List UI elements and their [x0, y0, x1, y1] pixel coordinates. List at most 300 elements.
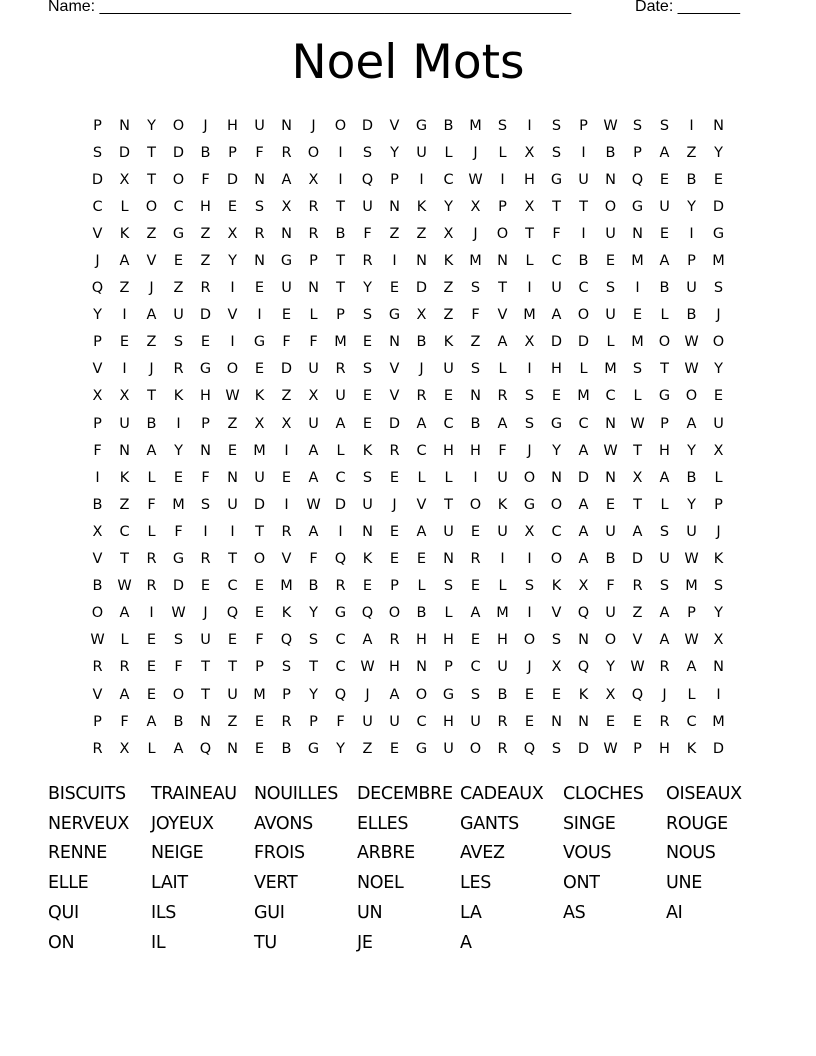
grid-cell: E [227, 198, 238, 215]
grid-cell: X [605, 686, 616, 703]
grid-cell: X [443, 225, 454, 242]
grid-cell: I [716, 686, 721, 703]
grid-cell: Q [280, 632, 293, 649]
grid-cell: T [660, 361, 669, 378]
grid-cell: Z [119, 496, 130, 513]
grid-cell: P [633, 144, 642, 161]
grid-cell: Y [714, 144, 723, 161]
grid-cell: T [147, 171, 156, 188]
grid-cell: G [550, 415, 563, 432]
grid-cell: S [659, 117, 670, 134]
grid-cell: T [525, 225, 534, 242]
grid-cell: V [416, 496, 427, 513]
grid-cell: P [309, 713, 318, 730]
grid-cell: Q [361, 171, 374, 188]
grid-cell: A [578, 551, 589, 568]
grid-cell: I [581, 144, 586, 161]
grid-cell: Y [309, 605, 318, 622]
grid-cell: R [119, 659, 130, 676]
grid-cell: F [282, 334, 291, 351]
word-list-item: TRAINEAU [151, 783, 237, 804]
grid-cell: E [713, 171, 724, 188]
word-list-item: AVONS [254, 813, 313, 834]
grid-cell: H [443, 442, 454, 459]
grid-cell: G [550, 171, 563, 188]
grid-cell: C [686, 713, 697, 730]
grid-cell: E [659, 225, 670, 242]
grid-cell: X [524, 523, 535, 540]
word-list-item: JE [357, 932, 373, 953]
grid-cell: F [363, 225, 372, 242]
grid-cell: V [389, 361, 400, 378]
grid-cell: Q [577, 605, 590, 622]
grid-cell: D [631, 551, 644, 568]
grid-cell: B [443, 117, 454, 134]
grid-cell: I [419, 171, 424, 188]
grid-cell: L [606, 334, 615, 351]
grid-cell: U [659, 551, 670, 568]
grid-cell: K [362, 551, 373, 568]
grid-cell: I [230, 280, 235, 297]
grid-cell: W [90, 632, 105, 649]
grid-cell: B [416, 605, 427, 622]
grid-cell: J [149, 361, 154, 378]
grid-cell: A [659, 632, 670, 649]
grid-cell: Y [687, 442, 696, 459]
grid-cell: W [603, 117, 618, 134]
grid-cell: J [662, 686, 667, 703]
grid-cell: Y [687, 198, 696, 215]
grid-cell: N [416, 253, 427, 270]
grid-cell: B [686, 307, 697, 324]
grid-cell: G [658, 388, 671, 405]
grid-cell: N [497, 253, 508, 270]
grid-cell: R [92, 740, 103, 757]
grid-cell: C [551, 253, 562, 270]
grid-cell: H [497, 632, 508, 649]
grid-cell: U [659, 198, 670, 215]
grid-cell: L [633, 388, 642, 405]
grid-cell: U [227, 686, 238, 703]
grid-cell: I [230, 523, 235, 540]
grid-cell: P [93, 117, 102, 134]
grid-cell: C [443, 415, 454, 432]
grid-cell: M [253, 442, 266, 459]
grid-cell: E [524, 686, 535, 703]
grid-cell: F [201, 171, 210, 188]
grid-cell: F [174, 523, 183, 540]
grid-cell: Q [631, 171, 644, 188]
word-list-item: NOUILLES [254, 783, 339, 804]
grid-cell: S [551, 632, 562, 649]
grid-cell: O [577, 307, 590, 324]
grid-cell: N [362, 523, 373, 540]
grid-cell: E [551, 388, 562, 405]
grid-cell: S [470, 686, 481, 703]
grid-cell: Z [146, 334, 157, 351]
grid-cell: R [470, 551, 481, 568]
grid-cell: Q [91, 280, 104, 297]
grid-cell: H [200, 198, 211, 215]
grid-cell: S [524, 415, 535, 432]
grid-cell: J [365, 686, 370, 703]
grid-cell: M [469, 253, 482, 270]
grid-cell: O [172, 117, 185, 134]
word-list-item: AS [563, 903, 586, 924]
grid-cell: T [255, 523, 264, 540]
grid-cell: V [146, 253, 157, 270]
grid-cell: S [281, 659, 292, 676]
grid-cell: U [200, 632, 211, 649]
grid-cell: S [632, 117, 643, 134]
grid-cell: L [579, 361, 588, 378]
grid-cell: B [686, 469, 697, 486]
grid-cell: R [281, 144, 292, 161]
grid-cell: T [120, 551, 129, 568]
grid-cell: W [603, 740, 618, 757]
grid-cell: D [199, 307, 212, 324]
grid-cell: U [443, 523, 454, 540]
grid-cell: R [146, 551, 157, 568]
grid-cell: U [308, 361, 319, 378]
grid-cell: O [604, 632, 617, 649]
word-list-item: RENNE [48, 843, 107, 864]
grid-cell: H [443, 713, 454, 730]
grid-cell: A [308, 469, 319, 486]
grid-cell: E [605, 713, 616, 730]
grid-cell: L [498, 578, 507, 595]
grid-cell: T [309, 659, 318, 676]
grid-cell: D [334, 496, 347, 513]
grid-cell: O [658, 334, 671, 351]
grid-cell: V [551, 605, 562, 622]
grid-cell: S [362, 144, 373, 161]
grid-cell: A [578, 496, 589, 513]
grid-cell: A [173, 740, 184, 757]
grid-cell: Y [390, 144, 399, 161]
grid-cell: U [362, 496, 373, 513]
grid-cell: O [145, 198, 158, 215]
word-list-item: VERT [254, 873, 298, 894]
word-list-item: TU [254, 932, 277, 953]
grid-cell: W [630, 415, 645, 432]
grid-cell: A [497, 415, 508, 432]
grid-cell: G [712, 225, 725, 242]
grid-cell: T [336, 280, 345, 297]
grid-cell: T [444, 496, 453, 513]
grid-cell: G [280, 253, 293, 270]
grid-cell: F [336, 713, 345, 730]
grid-cell: Y [606, 659, 615, 676]
grid-cell: N [308, 280, 319, 297]
page-title: Noel Mots [291, 35, 525, 90]
grid-cell: Z [281, 388, 292, 405]
grid-cell: I [527, 605, 532, 622]
grid-cell: W [684, 632, 699, 649]
grid-cell: E [281, 469, 292, 486]
grid-cell: I [581, 225, 586, 242]
grid-cell: I [338, 171, 343, 188]
grid-cell: L [498, 361, 507, 378]
grid-cell: B [335, 225, 346, 242]
grid-cell: F [201, 469, 210, 486]
grid-cell: P [255, 659, 264, 676]
grid-cell: L [309, 307, 318, 324]
grid-cell: R [659, 659, 670, 676]
grid-cell: T [228, 659, 237, 676]
grid-cell: U [551, 280, 562, 297]
grid-cell: E [605, 496, 616, 513]
grid-cell: E [632, 713, 643, 730]
grid-cell: V [389, 388, 400, 405]
grid-cell: K [119, 469, 130, 486]
grid-cell: E [470, 632, 481, 649]
grid-cell: G [631, 198, 644, 215]
grid-cell: H [416, 632, 427, 649]
grid-cell: E [254, 713, 265, 730]
grid-cell: B [92, 496, 103, 513]
grid-cell: J [716, 307, 721, 324]
grid-cell: M [685, 578, 698, 595]
grid-cell: L [147, 523, 156, 540]
grid-cell: A [659, 605, 670, 622]
grid-cell: E [524, 713, 535, 730]
grid-cell: C [578, 415, 589, 432]
grid-cell: X [524, 334, 535, 351]
grid-cell: W [684, 551, 699, 568]
grid-cell: Y [363, 280, 372, 297]
word-list-item: ROUGE [666, 813, 728, 834]
grid-cell: T [633, 442, 642, 459]
grid-cell: N [632, 225, 643, 242]
grid-cell: A [497, 334, 508, 351]
grid-cell: Q [226, 605, 239, 622]
grid-cell: R [416, 388, 427, 405]
word-list-item: ELLE [48, 873, 89, 894]
header [48, 0, 740, 20]
grid-cell: T [552, 198, 561, 215]
grid-cell: F [606, 578, 615, 595]
grid-cell: W [171, 605, 186, 622]
word-list-item: UNE [666, 873, 703, 894]
grid-cell: J [527, 659, 532, 676]
name-field-label[interactable]: Name: _____________________________________________________ [48, 0, 572, 15]
grid-cell: S [362, 469, 373, 486]
grid-cell: E [254, 280, 265, 297]
grid-cell: Y [444, 198, 453, 215]
word-list-item: LA [460, 903, 482, 924]
grid-cell: G [415, 740, 428, 757]
grid-cell: X [578, 578, 589, 595]
grid-cell: N [389, 334, 400, 351]
grid-cell: O [469, 740, 482, 757]
grid-cell: E [416, 551, 427, 568]
grid-cell: E [470, 523, 481, 540]
grid-cell: U [173, 307, 184, 324]
grid-cell: J [311, 117, 316, 134]
grid-cell: O [469, 496, 482, 513]
grid-cell: A [686, 659, 697, 676]
grid-cell: O [226, 361, 239, 378]
grid-cell: U [308, 415, 319, 432]
grid-cell: L [660, 307, 669, 324]
grid-cell: G [442, 686, 455, 703]
grid-cell: C [416, 713, 427, 730]
grid-cell: R [632, 578, 643, 595]
grid-cell: V [227, 307, 238, 324]
grid-cell: U [686, 280, 697, 297]
grid-cell: S [659, 578, 670, 595]
grid-cell: A [308, 442, 319, 459]
grid-cell: J [203, 117, 208, 134]
grid-cell: J [473, 144, 478, 161]
word-list-item: ILS [151, 903, 177, 924]
grid-cell: S [92, 144, 103, 161]
grid-cell: R [497, 388, 508, 405]
grid-cell: G [172, 225, 185, 242]
grid-cell: H [389, 659, 400, 676]
grid-cell: A [119, 253, 130, 270]
grid-cell: A [686, 415, 697, 432]
grid-cell: C [335, 659, 346, 676]
grid-cell: Q [577, 659, 590, 676]
grid-cell: R [362, 253, 373, 270]
grid-cell: A [416, 523, 427, 540]
grid-cell: Z [443, 307, 454, 324]
grid-cell: P [336, 307, 345, 324]
grid-cell: B [659, 280, 670, 297]
grid-cell: S [362, 361, 373, 378]
grid-cell: E [389, 740, 400, 757]
grid-cell: Q [631, 686, 644, 703]
grid-cell: O [172, 171, 185, 188]
word-list-item: GANTS [460, 813, 519, 834]
grid-cell: E [632, 307, 643, 324]
grid-cell: R [659, 713, 670, 730]
grid-cell: D [361, 117, 374, 134]
grid-cell: B [578, 253, 589, 270]
date-field-label[interactable]: Date: _______ [635, 0, 740, 15]
grid-cell: R [92, 659, 103, 676]
grid-cell: I [122, 361, 127, 378]
grid-cell: T [201, 659, 210, 676]
grid-cell: I [635, 280, 640, 297]
grid-cell: N [578, 632, 589, 649]
grid-cell: U [686, 523, 697, 540]
grid-cell: T [201, 686, 210, 703]
grid-cell: X [254, 415, 265, 432]
word-list-item: AI [666, 903, 683, 924]
grid-cell: X [632, 469, 643, 486]
grid-cell: I [527, 117, 532, 134]
grid-cell: S [308, 632, 319, 649]
grid-cell: L [687, 686, 696, 703]
grid-cell: E [281, 307, 292, 324]
grid-cell: L [147, 740, 156, 757]
grid-cell: B [92, 578, 103, 595]
grid-cell: D [577, 740, 590, 757]
grid-cell: X [470, 198, 481, 215]
grid-cell: F [255, 144, 264, 161]
grid-cell: S [551, 117, 562, 134]
grid-cell: F [93, 442, 102, 459]
grid-cell: W [468, 171, 483, 188]
grid-cell: K [362, 442, 373, 459]
grid-cell: Z [200, 225, 211, 242]
grid-cell: P [201, 415, 210, 432]
grid-cell: R [281, 523, 292, 540]
grid-cell: X [119, 388, 130, 405]
grid-cell: Z [227, 713, 238, 730]
grid-cell: I [689, 225, 694, 242]
grid-cell: Z [416, 225, 427, 242]
grid-cell: R [200, 551, 211, 568]
grid-cell: S [632, 361, 643, 378]
grid-cell: B [173, 713, 184, 730]
grid-cell: U [416, 144, 427, 161]
grid-cell: U [389, 713, 400, 730]
grid-cell: G [415, 117, 428, 134]
word-list-item: ON [48, 932, 75, 953]
word-list-item: LAIT [151, 873, 188, 894]
grid-cell: E [443, 388, 454, 405]
grid-cell: B [605, 551, 616, 568]
grid-cell: U [443, 361, 454, 378]
grid-cell: B [281, 740, 292, 757]
grid-cell: U [281, 280, 292, 297]
grid-cell: N [578, 713, 589, 730]
word-list-item: JOYEUX [151, 813, 214, 834]
grid-cell: G [172, 551, 185, 568]
grid-cell: R [335, 361, 346, 378]
grid-cell: A [308, 523, 319, 540]
grid-cell: P [390, 171, 399, 188]
grid-cell: M [280, 578, 293, 595]
grid-cell: F [255, 632, 264, 649]
grid-cell: S [524, 388, 535, 405]
grid-cell: O [523, 632, 536, 649]
grid-cell: Q [523, 740, 536, 757]
word-list-item: NEIGE [151, 843, 204, 864]
word-list-item: IL [151, 932, 166, 953]
grid-cell: I [122, 307, 127, 324]
grid-cell: P [579, 117, 588, 134]
grid-cell: K [416, 198, 427, 215]
word-list-item: A [460, 932, 472, 953]
grid-cell: O [415, 686, 428, 703]
grid-cell: B [470, 415, 481, 432]
grid-cell: A [551, 307, 562, 324]
grid-cell: H [443, 632, 454, 649]
grid-cell: P [444, 659, 453, 676]
grid-cell: U [119, 415, 130, 432]
grid-cell: J [149, 280, 154, 297]
grid-cell: P [687, 253, 696, 270]
grid-cell: M [496, 605, 509, 622]
grid-cell: U [605, 605, 616, 622]
grid-cell: Y [174, 442, 183, 459]
grid-cell: L [444, 605, 453, 622]
grid-cell: Q [361, 605, 374, 622]
grid-cell: D [712, 198, 725, 215]
grid-cell: N [227, 469, 238, 486]
word-list-item: GUI [254, 903, 285, 924]
grid-cell: D [118, 144, 131, 161]
grid-cell: X [281, 198, 292, 215]
grid-cell: O [172, 686, 185, 703]
grid-cell: X [227, 225, 238, 242]
grid-cell: Z [362, 740, 373, 757]
